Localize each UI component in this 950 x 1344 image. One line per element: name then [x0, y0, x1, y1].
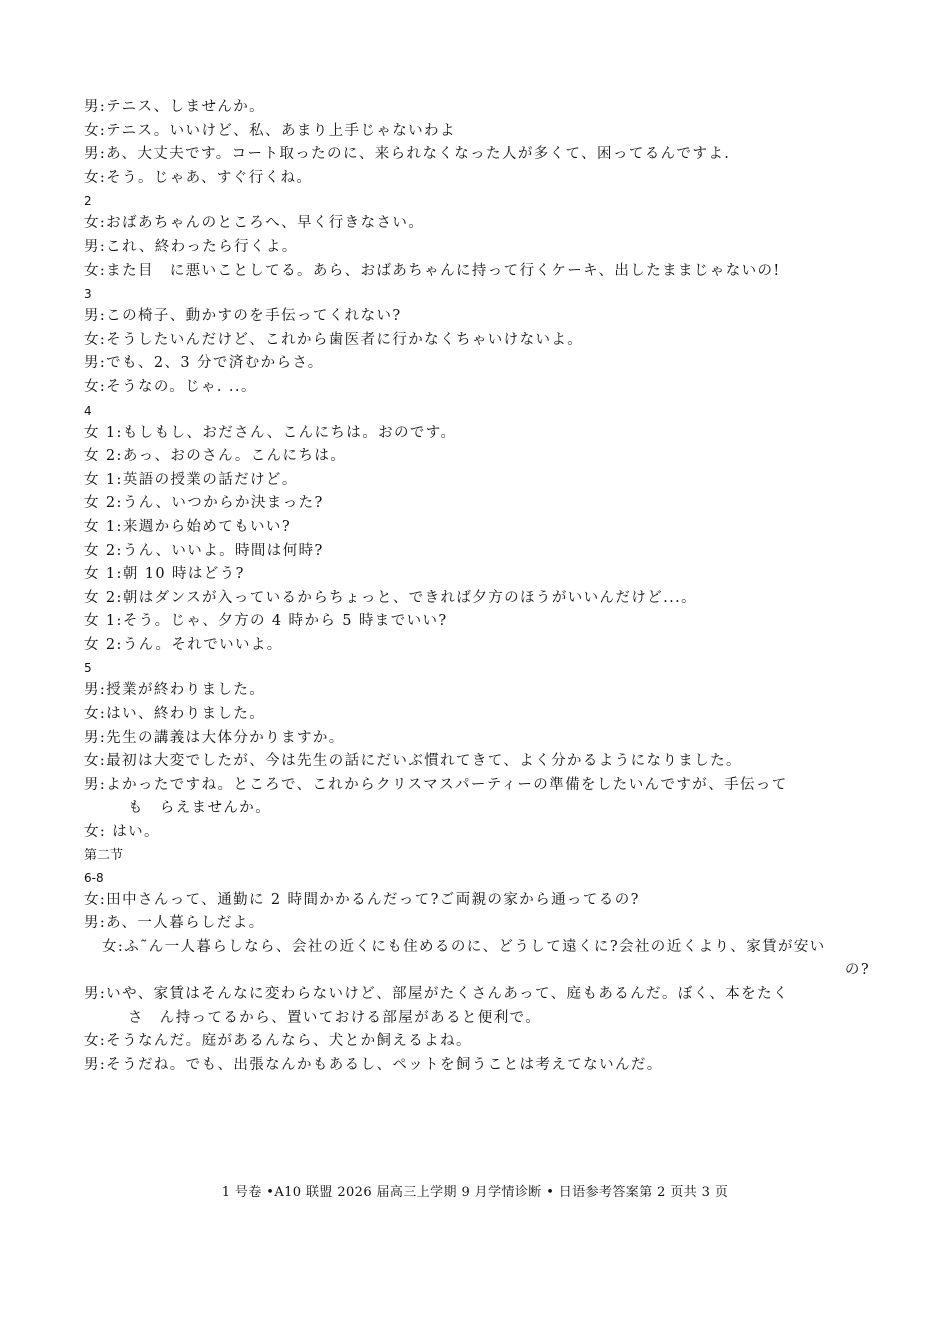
- dialogue-line: 女: はい。: [84, 824, 160, 841]
- dialogue-line: 男:よかったですね。ところで、これからクリスマスパーティーの準備をしたいんですが、手伝って: [84, 776, 788, 793]
- transcript: [84, 96, 874, 1077]
- dialogue-line: 男:でも、2、3 分で済むからさ。: [84, 355, 324, 372]
- dialogue-line: 女 2:うん、いつからか決まった?: [84, 495, 324, 512]
- dialogue-line: 女 2:朝はダンスが入っているからちょっと、できれば夕方のほうがいいんだけど...。: [84, 589, 698, 606]
- question-number: 4: [84, 403, 92, 418]
- dialogue-line: 男:いや、家賃はそんなに変わらないけど、部屋がたくさんあって、庭もあるんだ。ぼく、本をたく: [84, 986, 789, 1002]
- dialogue-line: 男:そうだね。でも、出張なんかもあるし、ペットを飼うことは考えてないんだ。: [84, 1056, 663, 1073]
- question-number: 5: [84, 661, 92, 676]
- dialogue-line: 女:ふ˜ん一人暮らしなら、会社の近くにも住めるのに、どうして遠くに?会社の近くより、家賃が安い: [102, 938, 826, 955]
- dialogue-line: 女 1:英語の授業の話だけど。: [84, 471, 298, 488]
- dialogue-line: 男:この椅子、動かすのを手伝ってくれない?: [84, 308, 402, 325]
- page-footer: 1 号卷 •A10 联盟 2026 届高三上学期 9 月学情诊断 • 日语参考答案第 2 页共 3 页: [221, 1185, 729, 1200]
- document-body: [84, 96, 874, 1077]
- dialogue-line: 女:テニス。いいけど、私、あまり上手じゃないわよ: [84, 122, 456, 139]
- dialogue-line-continuation: も らえませんか。: [128, 800, 272, 817]
- dialogue-line: 男:テニス、しませんか。: [84, 99, 266, 115]
- dialogue-line: 男:授業が終わりました。: [84, 682, 266, 699]
- dialogue-line: 女:そうしたいんだけど、これから歯医者に行かなくちゃいけないよ。: [84, 331, 584, 348]
- dialogue-line: 女 1:もしもし、おださん、こんにちは。おのです。: [84, 424, 457, 441]
- dialogue-line: 女 2:うん、いいよ。時間は何時?: [84, 542, 324, 559]
- dialogue-line: 女:そうなの。じゃ. ..。: [84, 378, 257, 395]
- dialogue-line: 女 1:朝 10 時はどう?: [84, 566, 245, 583]
- dialogue-line: 女 2:あっ、おのさん。こんにちは。: [84, 448, 347, 465]
- dialogue-line: 女 1:そう。じゃ、夕方の 4 時から 5 時までいい?: [84, 613, 448, 630]
- section-heading: 第二节: [84, 847, 124, 863]
- dialogue-line: 女 2:うん。それでいいよ。: [84, 636, 283, 653]
- dialogue-line: 男:先生の講義は大体分かりますか。: [84, 729, 345, 746]
- question-number: 6-8: [84, 870, 104, 885]
- dialogue-line: 女:そうなんだ。庭があるんなら、犬とか飼えるよね。: [84, 1033, 472, 1050]
- dialogue-line: 女 1:来週から始めてもいい?: [84, 518, 291, 535]
- dialogue-line: 女:田中さんって、通勤に 2 時間かかるんだって?ご両親の家から通ってるの?: [84, 891, 640, 908]
- dialogue-line: 男:これ、終わったら行くよ。: [84, 238, 298, 255]
- dialogue-line: 男:あ、一人暮らしだよ。: [84, 915, 265, 932]
- dialogue-line: 女:そう。じゃあ、すぐ行くね。: [84, 169, 313, 186]
- dialogue-line: 女:また目 に悪いことしてる。あら、おばあちゃんに持って行くケーキ、出したままじゃないの!: [84, 262, 781, 279]
- dialogue-line: 女:はい、終わりました。: [84, 706, 266, 723]
- question-number: 2: [84, 194, 92, 209]
- dialogue-line: 男:あ、大丈夫です。コート取ったのに、来られなくなった人が多くて、困ってるんですよ.: [84, 146, 731, 163]
- dialogue-line: 女:最初は大変でしたが、今は先生の話にだいぶ慣れてきて、よく分かるようになりました。: [84, 753, 742, 770]
- dialogue-line-continuation: の?: [844, 962, 870, 979]
- dialogue-line: 女:おばあちゃんのところへ、早く行きなさい。: [84, 215, 425, 232]
- dialogue-line-continuation: さ ん持ってるから、置いておける部屋があると便利で。: [128, 1009, 542, 1026]
- question-number: 3: [84, 287, 92, 302]
